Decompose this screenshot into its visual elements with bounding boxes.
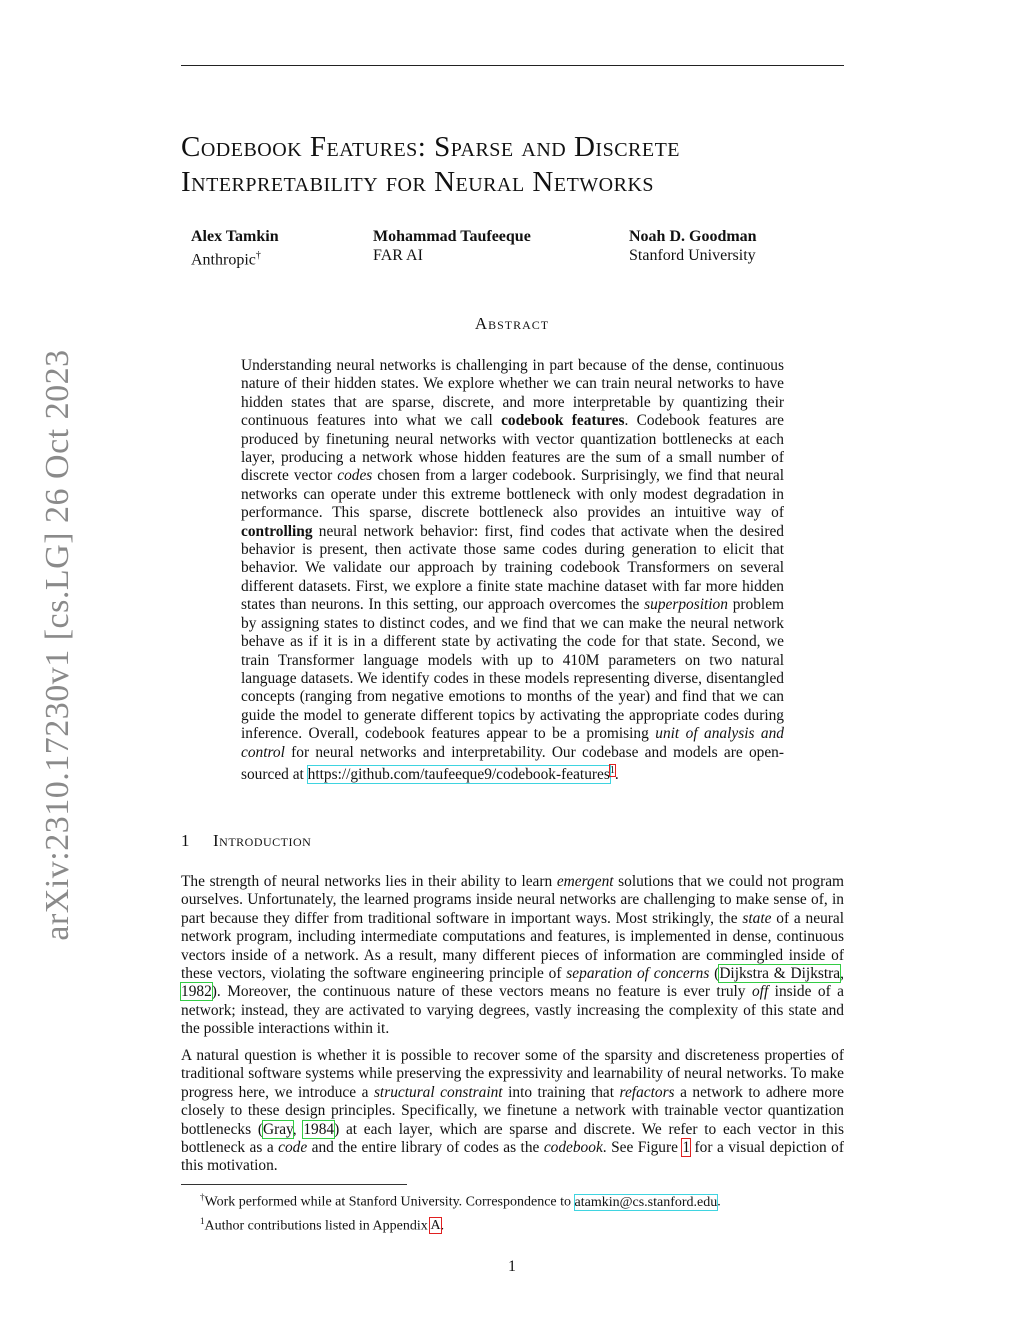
author-affiliation: Anthropic† [191, 250, 261, 269]
section-heading [181, 831, 311, 851]
author-affiliation: Stanford University [629, 247, 756, 264]
author-block [629, 227, 757, 265]
section-number: 1 [181, 831, 190, 850]
footnote-rule [181, 1184, 407, 1185]
abstract-body: Understanding neural networks is challenging in part because of the dense, continuous nature of their hidden states. We explore whether we can train neural networks to have hidden states that are sparse, discrete, and more interpretable by quantizing their continuous features into what we call codebook features. Codebook features are produced by finetuning neural networks with vector quantization bottlenecks at each layer, producing a network whose hidden features are the sum of a small number of discrete vector codes chosen from a larger codebook. Surprisingly, we find that neural networks can operate under this extreme bottleneck with only modest degradation in performance. This sparse, discrete bottleneck also provides an intuitive way of controlling neural network behavior: first, find codes that activate when the desired behavior is present, then activate those same codes during generation to elicit that behavior. We validate our approach by training codebook Transformers on several different datasets. First, we explore a finite state machine dataset with far more hidden states than neurons. In this setting, our approach overcomes the superposition problem by assigning states to distinct codes, and we find that we can make the neural network behave as if it is in a different state by activating the code for that state. Second, we train Transformer language models with up to 410M parameters on two natural language datasets. We identify codes in these models representing diverse, disentangled concepts (ranging from negative emotions to months of the year) and find that we can guide the model to generate different topics by activating the appropriate codes during inference. Overall, codebook features appear to be a promising unit of analysis and control for neural networks and interpretability. Our codebase and models are open-sourced at https://github.com/taufeeque9/codebook-features$^1$. [241, 357, 785, 784]
page-number: 1 [508, 1258, 516, 1275]
author-name: Alex Tamkin [191, 228, 279, 245]
author-block [191, 227, 279, 269]
top-rule [181, 65, 844, 66]
citation-link[interactable]: 1982 [181, 983, 212, 1001]
footnote-ref-link[interactable]: 1 [609, 764, 615, 776]
codebase-link[interactable]: https://github.com/taufeeque9/codebook-features [307, 766, 610, 784]
intro-paragraph-1: The strength of neural networks lies in their ability to learn emergent solutions that we could not program ourselves. Unfortunately, the learned programs inside neural networks are challenging to make sense of, in part because they differ from traditional software in important ways. Most strikingly, the state of a neural network program, including intermediate computations and features, is implemented in dense, continuous vectors inside of a network. As a result, many different pieces of information are commingled inside of these vectors, violating the software engineering principle of separation of concerns (Dijkstra & Dijkstra, 1982). Moreover, the continuous nature of these vectors means no feature is ever truly off inside of a network; instead, they are activated to varying degrees, vastly increasing the complexity of this state and the possible interactions within it. [181, 873, 845, 1038]
citation-link[interactable]: 1984 [303, 1120, 335, 1138]
figure-ref-link[interactable]: 1 [682, 1139, 691, 1157]
citation-link[interactable]: Gray [262, 1120, 293, 1138]
footnote: †Work performed while at Stanford University. Correspondence to atamkin@cs.stanford.edu. [200, 1192, 721, 1210]
author-name: Mohammad Taufeeque [373, 228, 531, 245]
title-line-1: Codebook Features: Sparse and Discrete [181, 131, 681, 163]
intro-paragraph-2: A natural question is whether it is possible to recover some of the sparsity and discreteness properties of traditional software systems while preserving the expressivity and learnability of neural networks. To make progress here, we introduce a structural constraint into training that refactors a network to adhere more closely to these design principles. Specifically, we finetune a network with trainable vector quantization bottlenecks (Gray, 1984) at each layer, which are sparse and discrete. We refer to each vector in this bottleneck as a code and the entire library of codes as the codebook. See Figure 1 for a visual depiction of this motivation. [181, 1047, 844, 1175]
abstract-heading: Abstract [474, 314, 550, 333]
appendix-ref-link[interactable]: A [430, 1218, 441, 1234]
section-title: Introduction [213, 831, 312, 850]
title-line-2: Interpretability for Neural Networks [181, 166, 655, 198]
footnotes [200, 1188, 721, 1235]
author-affiliation: FAR AI [373, 247, 423, 264]
citation-link[interactable]: Dijkstra & Dijkstra [719, 965, 841, 983]
email-link[interactable]: atamkin@cs.stanford.edu [574, 1194, 718, 1210]
author-name: Noah D. Goodman [629, 228, 757, 245]
paper-title [181, 130, 861, 200]
footnote: $^1$Author contributions listed in Appendix A. [200, 1215, 445, 1234]
arxiv-identifier: arXiv:2310.17230v1 [cs.LG] 26 Oct 2023 [39, 349, 76, 941]
author-block [373, 227, 531, 265]
